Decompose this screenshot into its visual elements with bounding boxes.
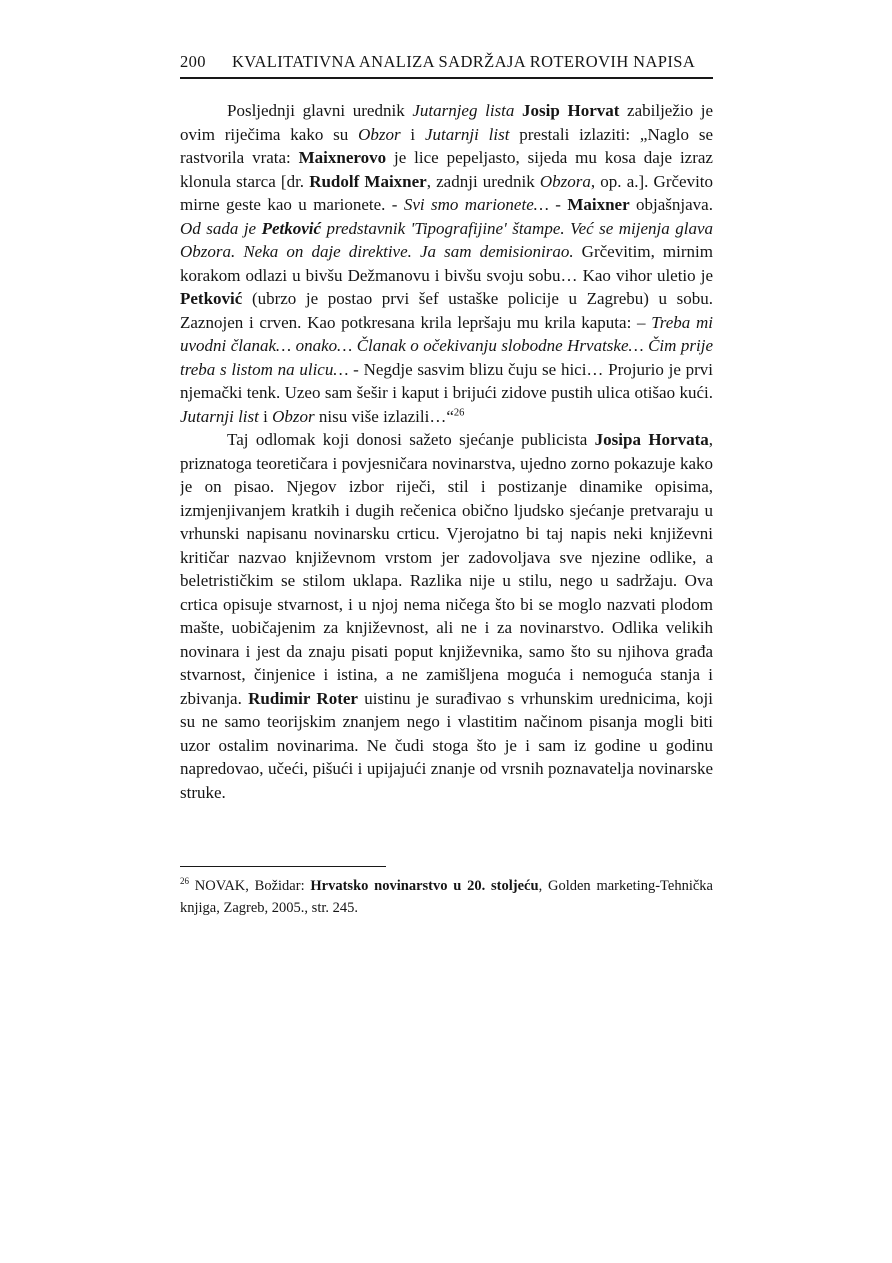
body-text — [180, 99, 713, 859]
paragraph-quote-horvat: Posljednji glavni urednik Jutarnjeg lista Josip Horvat zabilježio je ovim riječima kako su Obzor i Jutarnji list prestali izlaziti: „Naglo se rastvorila vrata: Maixnerovo je lice pepeljasto, sijeda mu kosa daje izraz klonula starca [dr. Rudolf Maixner, zadnji urednik Obzora, op. a.]. Grčevito mirne geste kao u marionete. - Svi smo marionete… - Maixner objašnjava. Od sada je Petković predstavnik 'Tipografijine' štampe. Već se mijenja glava Obzora. Neka on daje direktive. Ja sam demisionirao. Grčevitim, mirnim korakom odlazi u bivšu Dežmanovu i bivšu svoju sobu… Kao vihor uletio je Petković (ubrzo je postao prvi šef ustaške policije u Zagrebu) u sobu. Zaznojen i crven. Kao potkresana krila lepršaju mu krila kaputa: – Treba mi uvodni članak… onako… Članak o očekivanju slobodne Hrvatske… Čim prije treba s listom na ulicu… - Negdje sasvim blizu čuju se hici… Projurio je prvi njemački tenk. Uzeo sam šešir i kaput i brijući zidove pustih ulica otišao kući. Jutarnji list i Obzor nisu više izlazili…“$^{26}$ — [180, 101, 713, 426]
footnote-separator — [180, 866, 386, 867]
footnote-26: $^{26}$ NOVAK, Božidar: Hrvatsko novinarstvo u 20. stoljeću, Golden marketing-Tehnička knjiga, Zagreb, 2005., str. 245. — [180, 876, 713, 916]
running-head-title: KVALITATIVNA ANALIZA SADRŽAJA ROTEROVIH NAPISA — [231, 52, 696, 71]
paragraph-commentary: Taj odlomak koji donosi sažeto sjećanje publicista Josipa Horvata, priznatoga teoretičara i povjesničara novinarstva, ujedno zorno pokazuje kako je on pisao. Njegov izbor riječi, stil i postizanje dinamike opisima, izmjenjivanjem kratkih i dugih rečenica obično ljudsko sjećanje pretvaraju u vrhunski napisanu novinarsku crticu. Vjerojatno bi taj napis neki književni kritičar nazvao književnom vrstom jer zadovoljava sve njezine odlike, a beletrističkim se stilom uklapa. Razlika nije u stilu, nego u sadržaju. Ova crtica opisuje stvarnost, i u njoj nema ničega što bi se moglo nazvati plodom mašte, uobičajenim za književnost, ali ne i za novinarstvo. Odlika velikih novinara i jest da znaju pisati poput književnika, samo što su njihova građa stvarnost, činjenice i istina, a ne zamišljena moguća i nemoguća stanja i zbivanja. Rudimir Roter uistinu je surađivao s vrhunskim urednicima, koji su ne samo teorijskim znanjem nego i vlastitim načinom pisanja mogli biti uzor ostalim novinarima. Ne čudi stoga što je i sam iz godine u godinu napredovao, učeći, pišući i upijajući znanje od vrsnih poznavatelja novinarske struke. — [180, 430, 713, 802]
page-number: 200 — [180, 52, 206, 71]
footnote-block — [180, 866, 713, 919]
page-header — [180, 52, 713, 79]
